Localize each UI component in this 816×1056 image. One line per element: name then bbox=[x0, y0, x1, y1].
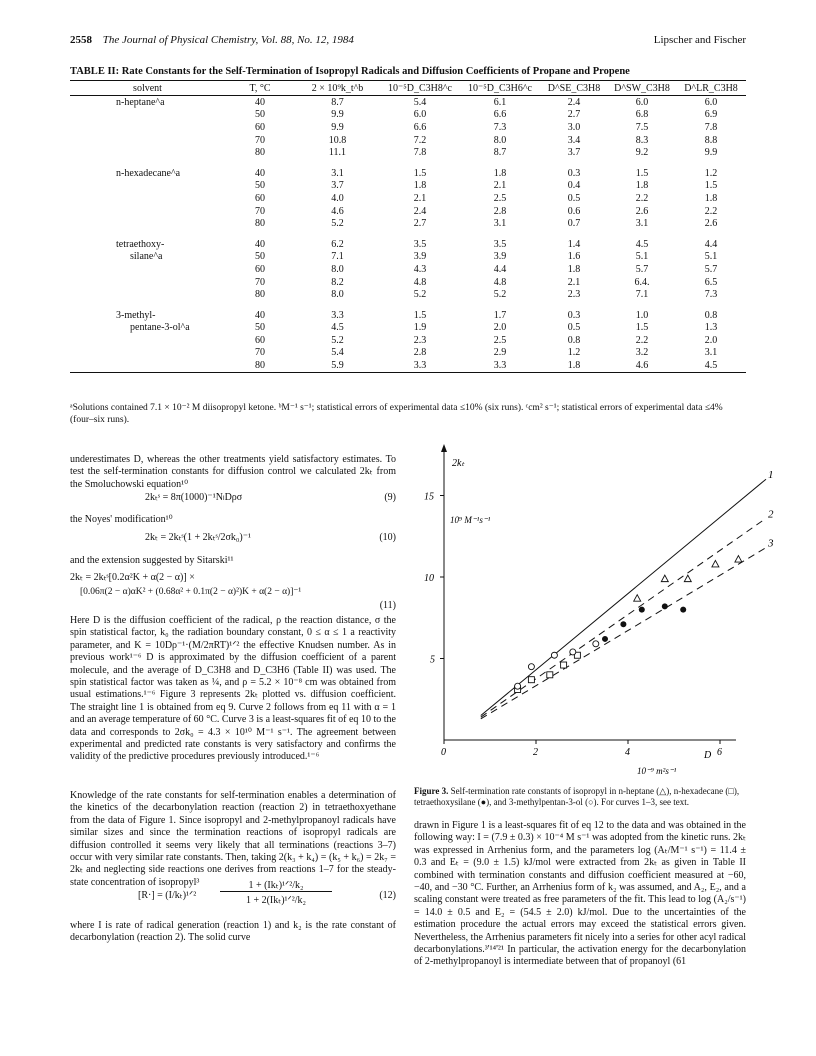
solvent-cell bbox=[70, 276, 225, 289]
table-cell: 4.6 bbox=[608, 359, 676, 372]
table-cell: 1.8 bbox=[413, 180, 427, 192]
data-point-triangle bbox=[735, 556, 742, 563]
table-cell: 70 bbox=[255, 205, 265, 217]
table-cell: 2.0 bbox=[493, 322, 507, 334]
table-row bbox=[70, 309, 746, 322]
table-header-cell: 10⁻⁵D_C3H8^c bbox=[380, 81, 460, 96]
table-cell: 40 bbox=[255, 167, 265, 179]
table-cell: 9.9 bbox=[704, 147, 718, 159]
table-cell: 1.8 bbox=[567, 263, 581, 275]
table-cell: 2.9 bbox=[493, 347, 507, 359]
table-cell: 80 bbox=[225, 359, 295, 372]
table-header-cell: solvent bbox=[70, 81, 225, 96]
solvent-cell bbox=[70, 109, 225, 122]
table-cell: 6.8 bbox=[635, 109, 649, 121]
data-point-filled-circle bbox=[602, 636, 608, 642]
table-header-cell: D^LR_C3H8 bbox=[676, 81, 746, 96]
data-point-open-circle bbox=[551, 652, 557, 658]
table-row bbox=[70, 334, 746, 347]
table-cell: 1.3 bbox=[704, 322, 718, 334]
table-header-row bbox=[70, 81, 746, 96]
table-cell: 3.3 bbox=[460, 359, 540, 372]
x-axis-unit: 10⁻⁹ m²s⁻¹ bbox=[637, 766, 677, 776]
table-cell: 70 bbox=[255, 134, 265, 146]
data-point-open-circle bbox=[570, 649, 576, 655]
table-cell: 6.0 bbox=[635, 96, 649, 108]
equation-12-lhs: [R·] = (I/kₜ)¹ᐟ² bbox=[138, 890, 197, 901]
data-point-square bbox=[528, 677, 534, 683]
table-cell: 2.1 bbox=[493, 180, 507, 192]
table-cell: 2.2 bbox=[635, 334, 649, 346]
data-point-triangle bbox=[684, 575, 691, 582]
solvent-cell bbox=[70, 134, 225, 147]
table-cell: 3.1 bbox=[493, 218, 507, 230]
table-cell: 0.7 bbox=[567, 218, 581, 230]
table-cell: 2.7 bbox=[567, 109, 581, 121]
x-tick-label: 2 bbox=[533, 747, 538, 758]
table-cell: 0.5 bbox=[567, 322, 581, 334]
table-cell: 8.7 bbox=[493, 147, 507, 159]
curve-1-label: 1 bbox=[768, 469, 774, 482]
x-axis-label: D bbox=[704, 750, 712, 761]
table-cell: 5.1 bbox=[635, 251, 649, 263]
table-cell: 3.5 bbox=[493, 238, 507, 250]
table-cell: 2.4 bbox=[413, 205, 427, 217]
table-cell: 6.6 bbox=[493, 109, 507, 121]
table-cell: 2.1 bbox=[567, 276, 581, 288]
table-cell: 5.9 bbox=[295, 359, 380, 372]
x-tick-label: 6 bbox=[717, 747, 722, 758]
table-cell: 2.6 bbox=[704, 218, 718, 230]
table-cell: 5.4 bbox=[413, 96, 427, 108]
group-spacer bbox=[70, 230, 746, 238]
table-cell: 1.8 bbox=[493, 167, 507, 179]
table-cell: 3.3 bbox=[380, 359, 460, 372]
table-cell: 1.5 bbox=[413, 309, 427, 321]
table-row bbox=[70, 134, 746, 147]
table-cell: 9.9 bbox=[331, 121, 344, 133]
solvent-cell bbox=[70, 192, 225, 205]
table-cell: 6.1 bbox=[493, 96, 507, 108]
table-row bbox=[70, 238, 746, 251]
solvent-cell: tetraethoxy- bbox=[116, 238, 165, 250]
table-cell: 50 bbox=[255, 251, 265, 263]
data-point-open-circle bbox=[593, 641, 599, 647]
solvent-cell bbox=[70, 205, 225, 218]
equation-10-body: 2kₜ = 2kₜˢ(1 + 2kₜˢ/2σk₀)⁻¹ bbox=[145, 532, 251, 543]
table-cell: 2.3 bbox=[413, 334, 427, 346]
table-cell: 4.0 bbox=[331, 192, 344, 204]
table-cell: 3.9 bbox=[493, 251, 507, 263]
table-cell: 3.3 bbox=[331, 309, 344, 321]
table-cell: 8.0 bbox=[493, 134, 507, 146]
table-cell: 3.2 bbox=[635, 347, 649, 359]
table-cell: 0.8 bbox=[704, 309, 718, 321]
solvent-cell bbox=[70, 180, 225, 193]
data-point-filled-circle bbox=[620, 621, 626, 627]
table-row bbox=[70, 288, 746, 301]
data-point-square bbox=[561, 662, 567, 668]
table-row bbox=[70, 251, 746, 264]
table-cell: 40 bbox=[255, 238, 265, 250]
solvent-cell bbox=[70, 334, 225, 347]
curve-3-line bbox=[481, 548, 766, 719]
table-cell: 8.3 bbox=[635, 134, 649, 146]
table-cell: 80 bbox=[255, 218, 265, 230]
left-para-2: the Noyes' modification¹⁰ bbox=[70, 514, 173, 525]
table-row bbox=[70, 276, 746, 289]
table-cell: 0.6 bbox=[567, 205, 581, 217]
table-cell: 1.8 bbox=[540, 359, 608, 372]
data-point-square bbox=[547, 672, 553, 678]
table-cell: 7.1 bbox=[331, 251, 344, 263]
table-cell: 7.3 bbox=[704, 289, 718, 301]
table-row bbox=[70, 121, 746, 134]
table-row bbox=[70, 146, 746, 159]
equation-12-number: (12) bbox=[379, 890, 396, 901]
data-point-open-circle bbox=[528, 664, 534, 670]
left-para-5: Knowledge of the rate constants for self-termination enables a determination of the kinetics of the decarbonylation reaction (reaction 2) in tetraethoxyethane from the data of Figure 1. Since isopropyl and 2-methylpropanoyl radicals have similar sizes and since the termination reactions of isopropyl radicals are diffusion controlled it seems very likely that all terminations (reactions 3–7) occur with very similar rate constants. Then, taking 2(k₃ + k₄) = (k₅ + k₆) = 2k₇ = 2kₜ and neglecting side reactions one derives from reactions 1–7 for the steady-state concentration of isopropyl³ bbox=[70, 790, 396, 888]
equation-12 bbox=[138, 880, 396, 914]
solvent-cell bbox=[70, 359, 225, 372]
curve-2-line bbox=[481, 518, 766, 717]
table-cell: 4.5 bbox=[676, 359, 746, 372]
table-cell: 50 bbox=[255, 109, 265, 121]
solvent-cell: silane^a bbox=[130, 251, 163, 263]
table-cell: 7.1 bbox=[635, 289, 649, 301]
table-cell: 3.5 bbox=[413, 238, 427, 250]
solvent-cell: n-hexadecane^a bbox=[116, 167, 181, 179]
curve-3-label: 3 bbox=[768, 537, 774, 550]
table-body bbox=[70, 96, 746, 373]
equation-10-number: (10) bbox=[379, 532, 396, 543]
data-point-filled-circle bbox=[639, 607, 645, 613]
table-row bbox=[70, 359, 746, 372]
table-cell: 70 bbox=[255, 276, 265, 288]
table-cell: 8.7 bbox=[331, 96, 344, 108]
table-cell: 0.8 bbox=[567, 334, 581, 346]
y-tick-label: 5 bbox=[430, 654, 435, 666]
table-cell: 2.2 bbox=[704, 205, 718, 217]
table-cell: 4.8 bbox=[493, 276, 507, 288]
page-number: 2558 bbox=[70, 34, 92, 46]
data-point-triangle bbox=[634, 595, 641, 602]
table-cell: 1.5 bbox=[704, 180, 718, 192]
table-cell: 10.8 bbox=[328, 134, 347, 146]
table-cell: 5.2 bbox=[413, 289, 427, 301]
solvent-cell: pentane-3-ol^a bbox=[130, 322, 190, 334]
table-header-cell: 10⁻⁵D_C3H6^c bbox=[460, 81, 540, 96]
solvent-cell bbox=[70, 263, 225, 276]
table-cell: 6.0 bbox=[704, 96, 718, 108]
table-cell: 3.7 bbox=[567, 147, 581, 159]
table-cell: 7.5 bbox=[635, 121, 649, 133]
table-cell: 0.5 bbox=[567, 192, 581, 204]
table-cell: 5.7 bbox=[635, 263, 649, 275]
data-point-triangle bbox=[661, 575, 668, 582]
table-cell: 50 bbox=[255, 322, 265, 334]
table-cell: 0.3 bbox=[567, 309, 581, 321]
table-cell: 60 bbox=[255, 334, 265, 346]
group-spacer bbox=[70, 159, 746, 167]
table-cell: 2.2 bbox=[635, 192, 649, 204]
table-cell: 6.5 bbox=[704, 276, 718, 288]
table-cell: 1.7 bbox=[493, 309, 507, 321]
table-row bbox=[70, 192, 746, 205]
table-row bbox=[70, 347, 746, 360]
equation-9-number: (9) bbox=[384, 492, 396, 503]
left-para-3: and the extension suggested by Sitarski¹¹ bbox=[70, 555, 234, 566]
table-cell: 7.3 bbox=[493, 121, 507, 133]
table-cell: 60 bbox=[255, 263, 265, 275]
table-caption: TABLE II: Rate Constants for the Self-Termination of Isopropyl Radicals and Diffusion Coefficients of Propane and Propene bbox=[70, 66, 630, 77]
table-row bbox=[70, 180, 746, 193]
journal-title: The Journal of Physical Chemistry, Vol. 88, No. 12, 1984 bbox=[102, 34, 354, 46]
solvent-cell: 3-methyl- bbox=[116, 309, 156, 321]
table-cell: 5.1 bbox=[704, 251, 718, 263]
running-authors: Lipscher and Fischer bbox=[653, 34, 746, 46]
table-row bbox=[70, 263, 746, 276]
table-cell: 2.6 bbox=[635, 205, 649, 217]
table-cell: 6.9 bbox=[704, 109, 718, 121]
y-axis-arrow bbox=[441, 444, 447, 452]
x-tick-label: 4 bbox=[625, 747, 630, 758]
table-cell: 4.4 bbox=[493, 263, 507, 275]
figure-3 bbox=[414, 440, 774, 807]
table-cell: 5.7 bbox=[704, 263, 718, 275]
equation-9-body: 2kₜˢ = 8π(1000)⁻¹NₗDρσ bbox=[145, 492, 243, 503]
table-cell: 5.2 bbox=[493, 289, 507, 301]
table-cell: 0.4 bbox=[567, 180, 581, 192]
table-row bbox=[70, 109, 746, 122]
table-cell: 4.5 bbox=[635, 238, 649, 250]
figure-3-plot bbox=[414, 440, 774, 785]
data-point-open-circle bbox=[515, 683, 521, 689]
left-para-1: underestimates D, whereas the other treatments yield satisfactory estimates. To test the self-termination constants for diffusion control we calculated 2kₜ from the Smoluchowski equation¹⁰ bbox=[70, 454, 396, 490]
table-cell: 4.5 bbox=[331, 322, 344, 334]
table-cell: 60 bbox=[255, 121, 265, 133]
table-cell: 1.5 bbox=[413, 167, 427, 179]
equation-12-numerator: 1 + (Ikₜ)¹ᐟ²/k₂ bbox=[220, 880, 332, 892]
equation-12-denominator: 1 + 2(Ikₜ)¹ᐟ²/k₂ bbox=[245, 895, 307, 906]
table-cell: 2.1 bbox=[413, 192, 427, 204]
table-row bbox=[70, 96, 746, 109]
solvent-cell bbox=[70, 121, 225, 134]
solvent-cell: n-heptane^a bbox=[116, 96, 165, 108]
table-cell: 3.4 bbox=[567, 134, 581, 146]
table-cell: 8.2 bbox=[331, 276, 344, 288]
table-cell: 8.0 bbox=[331, 289, 344, 301]
table-cell: 6.2 bbox=[331, 238, 344, 250]
table-cell: 6.6 bbox=[413, 121, 427, 133]
solvent-cell bbox=[70, 288, 225, 301]
table-cell: 9.9 bbox=[331, 109, 344, 121]
rate-constants-table bbox=[70, 80, 746, 373]
table-cell: 80 bbox=[255, 147, 265, 159]
table-cell: 3.7 bbox=[331, 180, 344, 192]
table-footnote: ᵃSolutions contained 7.1 × 10⁻² M diisopropyl ketone. ᵇM⁻¹ s⁻¹; statistical errors of experimental data ≤10% (six runs). ᶜcm² s⁻¹; statistical errors of experimental data ≤4% (four–six runs). bbox=[70, 403, 723, 425]
table-cell: 4.4 bbox=[704, 238, 718, 250]
figure-3-caption-text: Self-termination rate constants of isopropyl in n-heptane (△), n-hexadecane (□), tetraethoxysilane (●), and 3-methylpentan-3-ol (○). For curves 1–3, see text. bbox=[414, 786, 740, 807]
table-header-cell: T, °C bbox=[225, 81, 295, 96]
table-cell: 5.2 bbox=[331, 218, 344, 230]
y-tick-label: 15 bbox=[424, 491, 434, 503]
right-column-text: drawn in Figure 1 is a least-squares fit of eq 12 to the data and was obtained in the following way: I = (7.9 ± 0.3) × 10⁻⁴ M s⁻¹ was adopted from the kinetic runs. 2kₜ was expressed in Arrhenius form, and the parameters log (Aₜ/M⁻¹ s⁻¹) = 11.4 ± 0.3 and Eₜ = (9.0 ± 1.5) kJ/mol were extracted from 2kₜ as given in Table II combined with termination constants and diffusion coefficient measured at −60, −40, and −30 °C. Further, an Arrhenius form of k₂ was assumed, and A₂, E₂, and a scaling constant were treated as free parameters of the fit. This lead to log (A₂/s⁻¹) = 14.0 ± 0.5 and E₂ = (54.5 ± 2.0) kJ/mol. Due to the uncertainties of the estimation procedure the actual errors may exceed the statistical errors given. Nevertheless, the Arrhenius parameters fit nicely into a series for other acyl radical decarbonylations.³'¹⁴'²¹ In particular, the activation energy for the decarbonylation of 2-methylpropanoyl is intermediate between that of propanoyl (61 bbox=[414, 820, 746, 968]
y-axis-label: 2kₜ bbox=[452, 458, 465, 469]
equation-10 bbox=[145, 532, 396, 544]
table-cell: 1.8 bbox=[635, 180, 649, 192]
table-cell: 3.0 bbox=[567, 121, 581, 133]
table-cell: 2.3 bbox=[567, 289, 581, 301]
table-cell: 0.3 bbox=[567, 167, 581, 179]
data-point-filled-circle bbox=[662, 603, 668, 609]
table-row bbox=[70, 322, 746, 335]
table-cell: 3.1 bbox=[331, 167, 344, 179]
table-cell: 1.2 bbox=[704, 167, 718, 179]
table-cell: 5.2 bbox=[331, 334, 344, 346]
table-cell: 7.2 bbox=[413, 134, 427, 146]
table-cell: 50 bbox=[255, 180, 265, 192]
table-cell: 4.6 bbox=[331, 205, 344, 217]
table-cell: 1.5 bbox=[635, 322, 649, 334]
y-tick-label: 10 bbox=[424, 573, 434, 584]
table-cell: 2.7 bbox=[413, 218, 427, 230]
table-cell: 40 bbox=[255, 96, 265, 108]
x-tick-label: 0 bbox=[441, 747, 446, 758]
equation-11-number: (11) bbox=[379, 600, 396, 611]
table-cell: 9.2 bbox=[635, 147, 649, 159]
table-cell: 6.4. bbox=[634, 276, 650, 288]
running-header bbox=[70, 34, 746, 50]
table-row bbox=[70, 217, 746, 230]
table-cell: 4.8 bbox=[413, 276, 427, 288]
table-cell: 1.6 bbox=[567, 251, 581, 263]
table-row bbox=[70, 205, 746, 218]
left-para-4: Here D is the diffusion coefficient of the radical, ρ the reaction distance, σ the spin statistical factor, k₀ the radiation boundary constant, 0 ≤ α ≤ 1 a reactivity parameter, and K = 10Dρ⁻¹·(M/2πRT)¹ᐟ² the effective Knudsen number. As in previous work¹⁻⁶ D is approximated by the diffusion coefficient of a parent molecule, and the average of D_C3H8 and D_C3H6 (Table II) was used. The spin statistical factor was taken as ¼, and ρ = 5.2 × 10⁻⁸ cm was obtained from usual estimations.¹⁻⁶ Figure 3 represents 2kₜ plotted vs. diffusion coefficient. The straight line 1 is obtained from eq 9. Curve 2 follows from eq 11 with α = 1 and an average temperature of 60 °C. Curve 3 is a least-squares fit of eq 10 to the data and corresponds to 2σk₀ = 4.3 × 10¹⁰ M⁻¹ s⁻¹. The agreement between experimental and predicted rate constants is very satisfactory and confirms the validity of the predictive procedures previously introduced.¹⁻⁶ bbox=[70, 615, 396, 763]
figure-3-caption bbox=[414, 786, 746, 808]
table-cell: 2.4 bbox=[567, 96, 581, 108]
y-axis-unit: 10⁹ M⁻¹s⁻¹ bbox=[450, 515, 491, 525]
table-cell: 1.9 bbox=[413, 322, 427, 334]
table-cell: 1.0 bbox=[635, 309, 649, 321]
equation-11-line-2: [0.06π(2 − α)αK² + (0.68α² + 0.1π(2 − α)²)K + α(2 − α)]⁻¹ bbox=[80, 587, 302, 597]
table-cell: 1.4 bbox=[567, 238, 581, 250]
solvent-cell bbox=[70, 347, 225, 360]
table-cell: 3.9 bbox=[413, 251, 427, 263]
table-cell: 1.5 bbox=[635, 167, 649, 179]
table-cell: 2.5 bbox=[493, 334, 507, 346]
table-cell: 2.8 bbox=[493, 205, 507, 217]
data-point-filled-circle bbox=[680, 607, 686, 613]
table-cell: 8.8 bbox=[704, 134, 718, 146]
table-cell: 6.0 bbox=[413, 109, 427, 121]
table-header-cell: 2 × 10⁹k_t^b bbox=[295, 81, 380, 96]
solvent-cell bbox=[70, 146, 225, 159]
table-cell: 1.8 bbox=[704, 192, 718, 204]
table-cell: 5.4 bbox=[331, 347, 344, 359]
table-header-cell: D^SW_C3H8 bbox=[608, 81, 676, 96]
group-spacer bbox=[70, 301, 746, 309]
table-row bbox=[70, 167, 746, 180]
table-cell: 3.1 bbox=[635, 218, 649, 230]
table-cell: 2.5 bbox=[493, 192, 507, 204]
table-cell: 70 bbox=[255, 347, 265, 359]
figure-3-caption-label: Figure 3. bbox=[414, 786, 449, 796]
table-cell: 11.1 bbox=[328, 147, 347, 159]
equation-9 bbox=[145, 492, 396, 504]
table-cell: 2.8 bbox=[413, 347, 427, 359]
table-cell: 80 bbox=[255, 289, 265, 301]
table-cell: 8.0 bbox=[331, 263, 344, 275]
table-cell: 7.8 bbox=[704, 121, 718, 133]
table-cell: 40 bbox=[255, 309, 265, 321]
table-cell: 3.1 bbox=[704, 347, 718, 359]
table-header-cell: D^SE_C3H8 bbox=[540, 81, 608, 96]
table-cell: 7.8 bbox=[413, 147, 427, 159]
equation-11-line-1: 2kₜ = 2kₜˢ[0.2α²K + α(2 − α)] × bbox=[70, 572, 195, 583]
table-cell: 2.0 bbox=[704, 334, 718, 346]
curve-1-line bbox=[481, 479, 766, 715]
left-para-6: where I is rate of radical generation (reaction 1) and k₂ is the rate constant of decarbonylation (reaction 2). The solid curve bbox=[70, 920, 396, 944]
table-cell: 1.2 bbox=[567, 347, 581, 359]
table-cell: 4.3 bbox=[413, 263, 427, 275]
solvent-cell bbox=[70, 217, 225, 230]
table-cell: 60 bbox=[255, 192, 265, 204]
data-point-triangle bbox=[712, 560, 719, 567]
curve-2-label: 2 bbox=[768, 508, 774, 521]
